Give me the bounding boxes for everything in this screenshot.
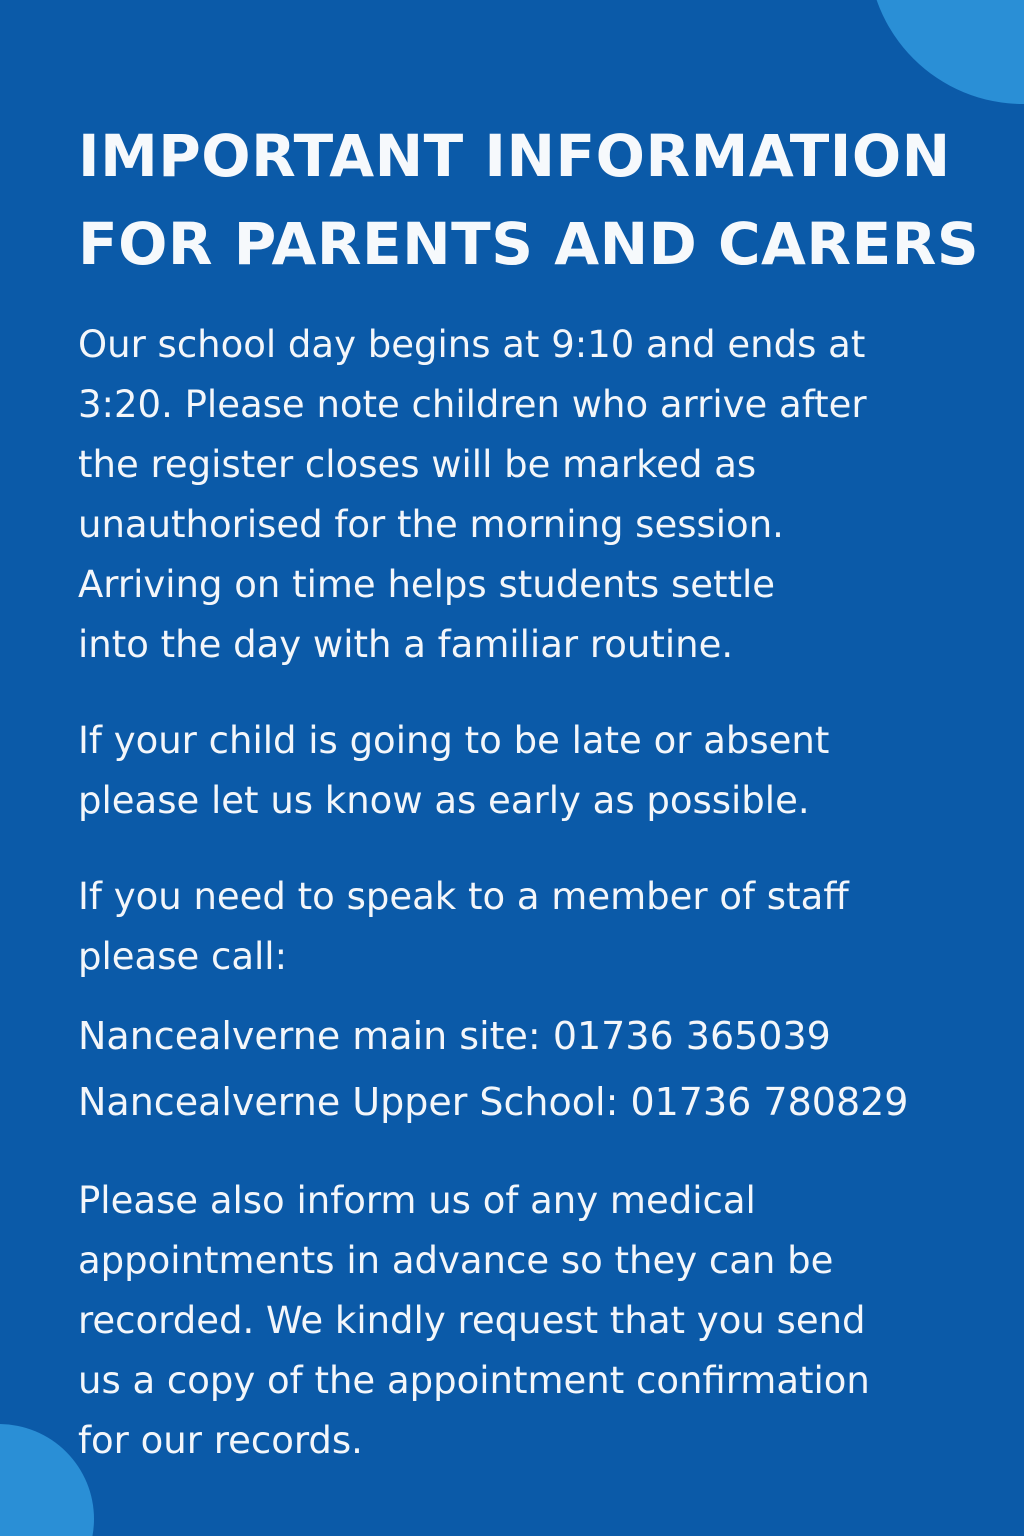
late-absent-paragraph (78, 711, 982, 831)
paragraph-line: please call: (78, 935, 288, 978)
paragraph-line: appointments in advance so they can be (78, 1239, 834, 1282)
paragraph-line: unauthorised for the morning session. (78, 503, 784, 546)
paragraph-line: If you need to speak to a member of staff (78, 875, 849, 918)
paragraph-line: the register closes will be marked as (78, 443, 757, 486)
paragraph-line: Please also inform us of any medical (78, 1179, 756, 1222)
paragraph-line: us a copy of the appointment confirmation (78, 1359, 870, 1402)
medical-appointments-paragraph (78, 1171, 982, 1471)
phone-upper-school: Nancealverne Upper School: 01736 780829 (78, 1080, 909, 1124)
paragraph-line: into the day with a familiar routine. (78, 623, 734, 666)
contact-paragraph (78, 867, 982, 987)
phone-numbers (78, 1003, 982, 1135)
school-day-paragraph (78, 315, 982, 675)
title-line: IMPORTANT INFORMATION (78, 122, 951, 190)
paragraph-line: recorded. We kindly request that you send (78, 1299, 866, 1342)
decorative-circle-top-right (868, 0, 1024, 104)
title-line: FOR PARENTS AND CARERS (78, 210, 980, 278)
paragraph-line: If your child is going to be late or absent (78, 719, 830, 762)
paragraph-line: for our records. (78, 1419, 363, 1462)
paragraph-line: please let us know as early as possible. (78, 779, 810, 822)
paragraph-line: Our school day begins at 9:10 and ends at (78, 323, 866, 366)
paragraph-line: Arriving on time helps students settle (78, 563, 776, 606)
poster-title (78, 112, 982, 288)
paragraph-line: 3:20. Please note children who arrive after (78, 383, 867, 426)
phone-main-site: Nancealverne main site: 01736 365039 (78, 1014, 831, 1058)
poster-content (78, 112, 982, 1471)
